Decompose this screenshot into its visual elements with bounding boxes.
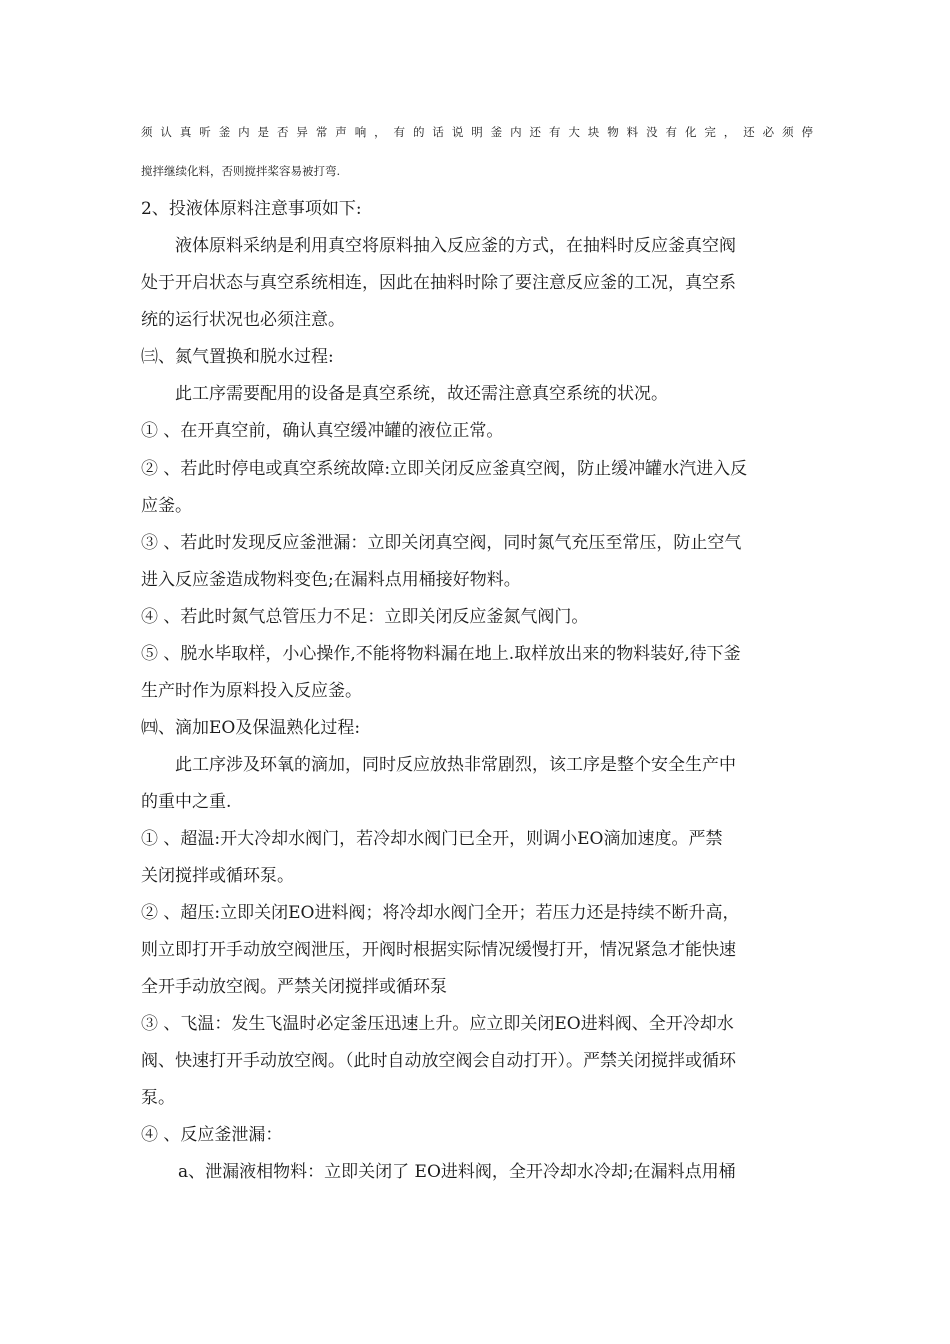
text-line: 关闭搅拌或循环泵。 bbox=[141, 866, 294, 886]
text-line: 全开手动放空阀。严禁关闭搅拌或循环泵 bbox=[141, 977, 447, 997]
list-item: ④ 、反应釜泄漏： bbox=[141, 1125, 283, 1145]
text-line: 此工序需要配用的设备是真空系统，故还需注意真空系统的状况。 bbox=[175, 384, 668, 404]
list-item: ① 、超温:开大冷却水阀门，若冷却水阀门已全开，则调小EO滴加速度。严禁 bbox=[141, 829, 723, 849]
list-item: ① 、在开真空前，确认真空缓冲罐的液位正常。 bbox=[141, 421, 504, 441]
text-line: 的重中之重. bbox=[141, 792, 232, 812]
list-item: ② 、若此时停电或真空系统故障:立即关闭反应釜真空阀，防止缓冲罐水汽进入反 bbox=[141, 459, 748, 479]
text-line: 应釜。 bbox=[141, 496, 192, 516]
text-line: 进入反应釜造成物料变色;在漏料点用桶接好物料。 bbox=[141, 570, 521, 590]
text-line: 搅拌继续化料，否则搅拌桨容易被打弯. bbox=[141, 164, 341, 178]
text-line: 处于开启状态与真空系统相连，因此在抽料时除了要注意反应釜的工况，真空系 bbox=[141, 273, 736, 293]
text-line: 液体原料采纳是利用真空将原料抽入反应釜的方式，在抽料时反应釜真空阀 bbox=[175, 236, 736, 256]
list-item: ④ 、若此时氮气总管压力不足：立即关闭反应釜氮气阀门。 bbox=[141, 607, 589, 627]
text-line: a、泄漏液相物料：立即关闭了 EO进料阀，全开冷却水冷却;在漏料点用桶 bbox=[178, 1162, 736, 1182]
list-item: ③ 、飞温：发生飞温时必定釜压迅速上升。应立即关闭EO进料阀、全开冷却水 bbox=[141, 1014, 734, 1034]
section-heading: ㈢、氮气置换和脱水过程: bbox=[141, 347, 334, 367]
text-line: 此工序涉及环氧的滴加，同时反应放热非常剧烈，该工序是整个安全生产中 bbox=[175, 755, 736, 775]
text-line: 泵。 bbox=[141, 1088, 175, 1108]
text-line: 须认真听釜内是否异常声响，有的话说明釜内还有大块物料没有化完，还必须停 bbox=[141, 125, 813, 139]
list-item: ⑤ 、脱水毕取样，小心操作,不能将物料漏在地上.取样放出来的物料装好,待下釜 bbox=[141, 644, 741, 664]
text-line: 则立即打开手动放空阀泄压，开阀时根据实际情况缓慢打开，情况紧急才能快速 bbox=[141, 940, 736, 960]
text-line: 统的运行状况也必须注意。 bbox=[141, 310, 345, 330]
text-line: 阀、快速打开手动放空阀。（此时自动放空阀会自动打开）。严禁关闭搅拌或循环 bbox=[141, 1051, 736, 1071]
list-item: ② 、超压:立即关闭EO进料阀；将冷却水阀门全开；若压力还是持续不断升高， bbox=[141, 903, 740, 923]
section-heading: ㈣、滴加EO及保温熟化过程: bbox=[141, 718, 361, 738]
text-line: 生产时作为原料投入反应釜。 bbox=[141, 681, 362, 701]
list-item: ③ 、若此时发现反应釜泄漏：立即关闭真空阀，同时氮气充压至常压，防止空气 bbox=[141, 533, 742, 553]
section-heading: 2、投液体原料注意事项如下: bbox=[141, 199, 362, 219]
